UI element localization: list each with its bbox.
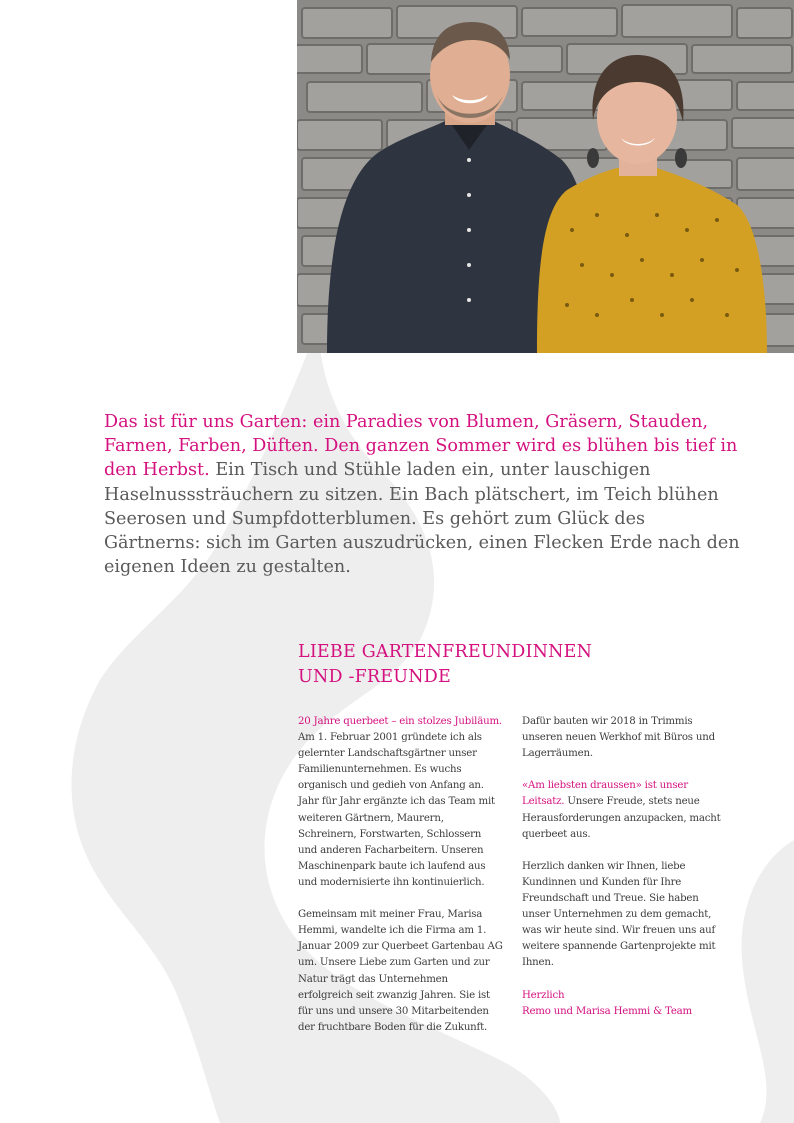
intro-lead: Das ist für uns Garten: ein Paradies von Blumen, Gräsern, Stauden, Farnen, Farben, Düften. Den ganzen Sommer wird es blühen bis tief in den Herbst. bbox=[104, 412, 738, 481]
letter-closing: Herzlich bbox=[522, 989, 565, 1001]
letter-signature: Remo und Marisa Hemmi & Team bbox=[522, 1005, 692, 1017]
intro-body: Ein Tisch und Stühle laden ein, unter lauschigen Haselnusssträuchern zu sitzen. Ein Bach plätschert, im Teich blühen Seerosen und Sumpfdotterblumen. Es gehört zum Glück des Gärtnerns: sich im Garten auszudrücken, einen Flecken Erde nach den eigenen Ideen zu gestalten. bbox=[104, 460, 740, 578]
letter-paragraph-5: Herzlich danken wir Ihnen, liebe Kundinnen und Kunden für Ihre Freundschaft und Treue. Sie haben unser Unternehmen zu dem gemacht, was wir heute sind. Wir freuen uns auf weitere spannende Gartenprojekte mit Ihnen. bbox=[522, 860, 716, 969]
letter-p4-lead: «Am liebsten draussen» ist unser Leitsatz. bbox=[522, 780, 688, 808]
portrait-illustration bbox=[297, 0, 794, 353]
portrait-photo bbox=[297, 0, 794, 353]
letter-paragraph-4 bbox=[522, 778, 727, 842]
letter-p4-body: Unsere Freude, stets neue Herausforderungen anzupacken, macht querbeet aus. bbox=[522, 796, 721, 840]
letter-heading-line2: UND -FREUNDE bbox=[298, 667, 451, 687]
letter-p1-body: Am 1. Februar 2001 gründete ich als gelernter Landschaftsgärtner unser Familienunternehmen. Es wuchs organisch und gedieh von Anfang an. Jahr für Jahr ergänzte ich das Team mit weiteren Gärtnern, Maurern, Schreinern, Forstwarten, Schlossern und anderen Facharbeitern. Unseren Maschinenpark baute ich laufend aus und modernisierte ihn kontinuierlich. bbox=[298, 732, 495, 888]
letter-column-right bbox=[522, 714, 727, 1036]
letter-column-left bbox=[298, 714, 503, 1052]
letter-heading-line1: LIEBE GARTENFREUNDINNEN bbox=[298, 642, 593, 662]
letter-signoff bbox=[522, 988, 727, 1020]
letter-p1-lead: 20 Jahre querbeet – ein stolzes Jubiläum. bbox=[298, 716, 502, 727]
intro-paragraph bbox=[104, 410, 744, 579]
letter-heading bbox=[298, 640, 718, 690]
letter-paragraph-2: Gemeinsam mit meiner Frau, Marisa Hemmi, wandelte ich die Firma am 1. Januar 2009 zur Querbeet Gartenbau AG um. Unsere Liebe zum Garten und zur Natur trägt das Unternehmen erfolgreich seit zwanzig Jahren. Sie ist für uns und unsere 30 Mitarbeitenden der fruchtbare Boden für die Zukunft. bbox=[298, 909, 503, 1033]
letter-paragraph-3: Dafür bauten wir 2018 in Trimmis unseren neuen Werkhof mit Büros und Lagerräumen. bbox=[522, 716, 715, 760]
letter-paragraph-1 bbox=[298, 714, 503, 891]
